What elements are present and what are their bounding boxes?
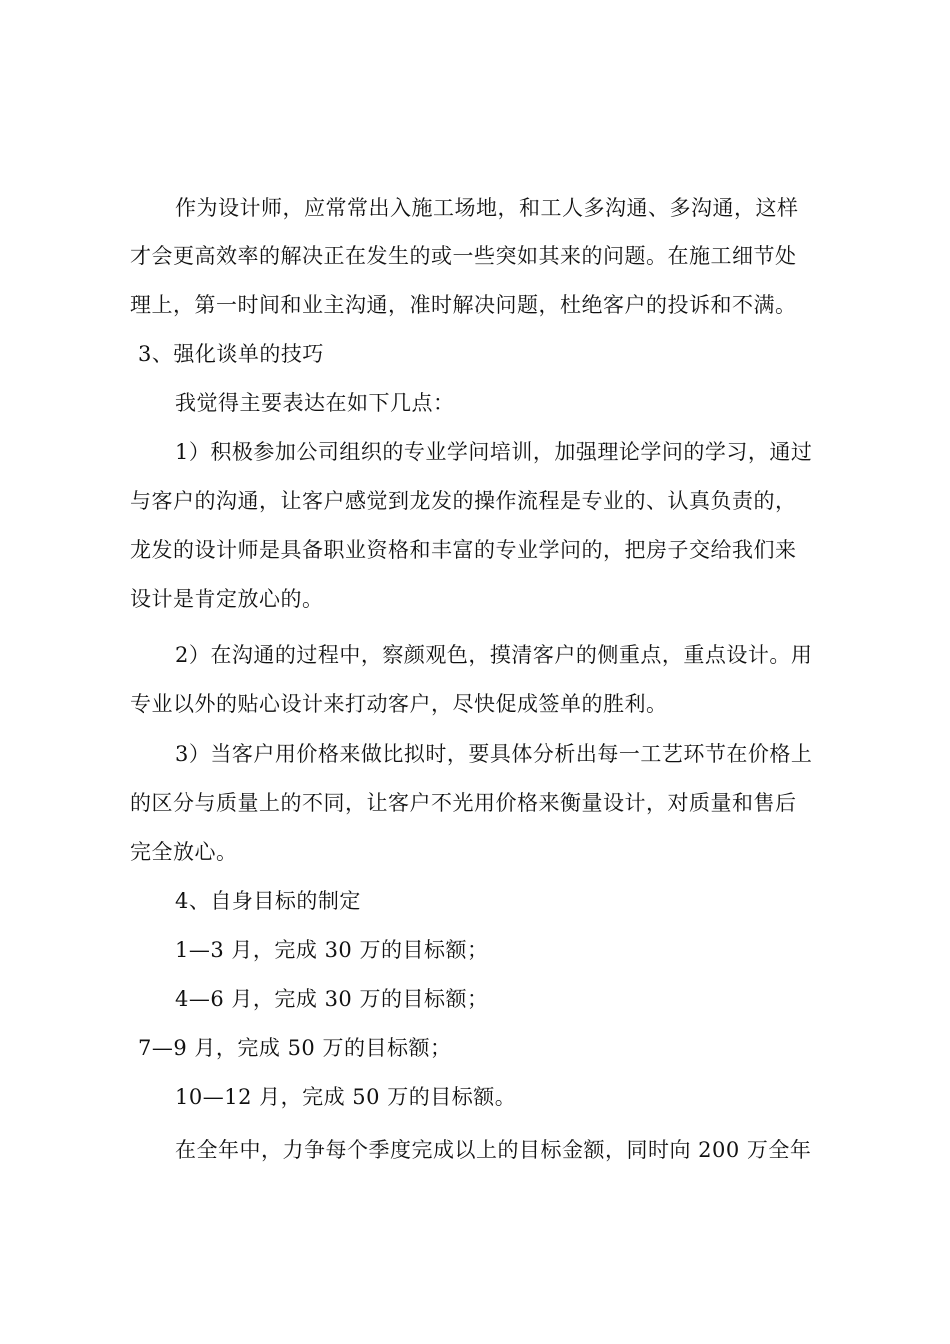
list-item-line: 设计是肯定放心的。 <box>130 587 324 611</box>
list-item-line: 专业以外的贴心设计来打动客户，尽快促成签单的胜利。 <box>130 692 668 716</box>
paragraph-line: 作为设计师，应常常出入施工场地，和工人多沟通、多沟通，这样 <box>175 196 799 220</box>
list-item-line: 完全放心。 <box>130 840 238 864</box>
target-line: 1—3 月，完成 30 万的目标额； <box>175 938 489 962</box>
paragraph-line: 我觉得主要表达在如下几点： <box>175 391 455 415</box>
paragraph-line: 理上，第一时间和业主沟通，准时解决问题，杜绝客户的投诉和不满。 <box>130 293 797 317</box>
paragraph-line: 才会更高效率的解决正在发生的或一些突如其来的问题。在施工细节处 <box>130 244 797 268</box>
list-item-line: 的区分与质量上的不同，让客户不光用价格来衡量设计，对质量和售后 <box>130 791 797 815</box>
section-heading: 3、强化谈单的技巧 <box>138 342 324 366</box>
section-heading: 4、自身目标的制定 <box>175 889 361 913</box>
list-item-line: 龙发的设计师是具备职业资格和丰富的专业学问的，把房子交给我们来 <box>130 538 797 562</box>
paragraph-line: 在全年中，力争每个季度完成以上的目标金额，同时向 200 万全年 <box>175 1138 812 1162</box>
list-item-line: 1）积极参加公司组织的专业学问培训，加强理论学问的学习，通过 <box>175 440 813 464</box>
target-line: 7—9 月，完成 50 万的目标额； <box>138 1036 452 1060</box>
list-item-line: 3）当客户用价格来做比拟时，要具体分析出每一工艺环节在价格上 <box>175 742 813 766</box>
list-item-line: 2）在沟通的过程中，察颜观色，摸清客户的侧重点，重点设计。用 <box>175 643 813 667</box>
target-line: 4—6 月，完成 30 万的目标额； <box>175 987 489 1011</box>
list-item-line: 与客户的沟通，让客户感觉到龙发的操作流程是专业的、认真负责的， <box>130 489 797 513</box>
target-line: 10—12 月，完成 50 万的目标额。 <box>175 1085 517 1109</box>
